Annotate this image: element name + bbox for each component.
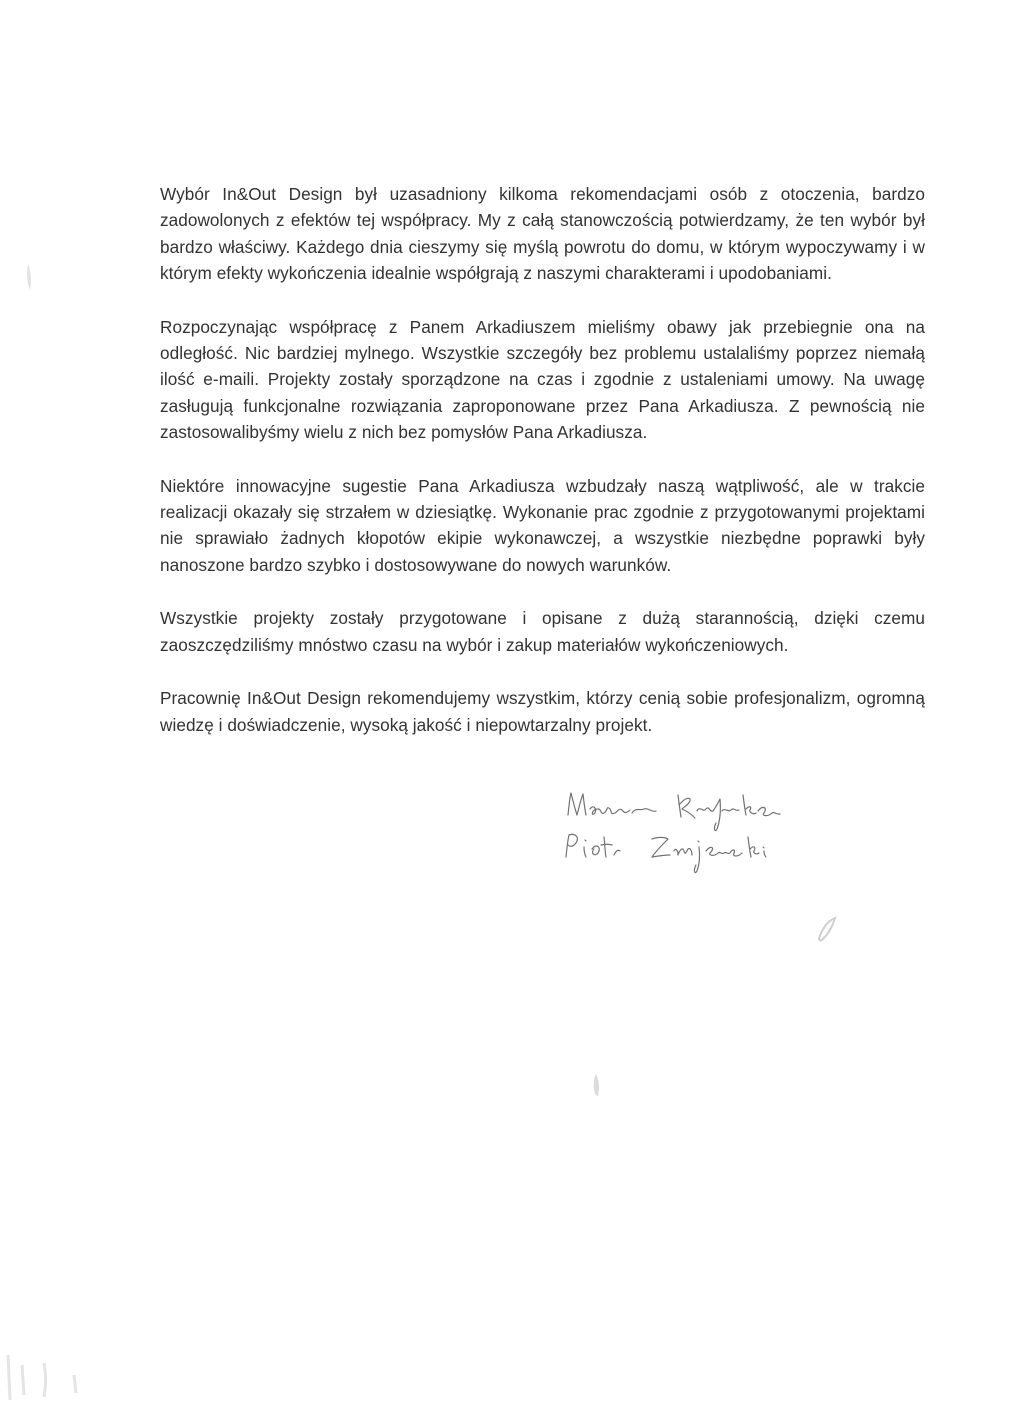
signature-line2-stroke-a	[566, 834, 577, 857]
signature-line1-stroke-d	[678, 795, 695, 818]
scan-smudge-mark	[815, 915, 839, 943]
letter-body	[160, 181, 925, 765]
paragraph-final-recommendation: Pracownię In&Out Design rekomendujemy wszystkim, którzy cenią sobie profesjonalizm, ogromną wiedzę i doświadczenie, wysoką jakość i niepowtarzalny projekt.	[160, 688, 925, 735]
scan-smudge-mark	[589, 1072, 603, 1098]
paragraph-recommendation-choice: Wybór In&Out Design był uzasadniony kilkoma rekomendacjami osób z otoczenia, bardzo zadowolonych z efektów tej współpracy. My z całą stanowczością potwierdzamy, że ten wybór był bardzo właściwy. Każdego dnia cieszymy się myślą powrotu do domu, w którym wypoczywamy i w którym efekty wykończenia idealnie współgrają z naszymi charakterami i upodobaniami.	[160, 184, 925, 284]
signature-line1-stroke-a	[568, 793, 586, 815]
signature-line2-stroke-h	[748, 837, 766, 857]
signature-line1-stroke-f	[722, 795, 756, 815]
signature-drawing	[560, 785, 830, 885]
paragraph-cooperation: Rozpoczynając współpracę z Panem Arkadiuszem mieliśmy obawy jak przebiegnie ona na odległość. Nic bardziej mylnego. Wszystkie szczegóły bez problemu ustalaliśmy poprzez niemałą ilość e-maili. Projekty zostały sporządzone na czas i zgodnie z ustaleniami umowy. Na uwagę zasługują funkcjonalne rozwiązania zaproponowane przez Pana Arkadiusza. Z pewnością nie zastosowalibyśmy wielu z nich bez pomysłów Pana Arkadiusza.	[160, 316, 925, 443]
signature-line2-stroke-b	[584, 840, 586, 857]
signature-line1-stroke-b	[590, 807, 630, 815]
signature-line2-stroke-g	[706, 847, 742, 856]
signature-line2-stroke-e	[674, 848, 692, 855]
signature-line1-stroke-g	[758, 807, 780, 815]
handwritten-signatures	[560, 785, 830, 885]
paragraph-innovative-suggestions: Niektóre innowacyjne sugestie Pana Arkadiusza wzbudzały naszą wątpliwość, ale w trakcie realizacji okazały się strzałem w dziesiątkę. Wykonanie prac zgodnie z przygotowanymi projektami nie sprawiało żadnych kłopotów ekipie wykonawczej, a wszystkie niezbędne poprawki były nanoszone bardzo szybko i dostosowywane do nowych warunków.	[160, 475, 925, 575]
signature-line2-stroke-d	[652, 838, 670, 858]
scan-smudge-mark	[22, 262, 38, 292]
signature-line2-stroke-f	[694, 841, 699, 873]
paragraph-projects-care: Wszystkie projekty zostały przygotowane i opisane z dużą starannością, dzięki czemu zaoszczędziliśmy mnóstwo czasu na wybór i zakup materiałów wykończeniowych.	[160, 608, 925, 655]
signature-line2-stroke-c	[592, 837, 620, 857]
scan-edge-mark	[4, 1345, 84, 1405]
signature-line1-stroke-e	[697, 799, 720, 831]
signature-line1-stroke-c	[632, 809, 656, 813]
